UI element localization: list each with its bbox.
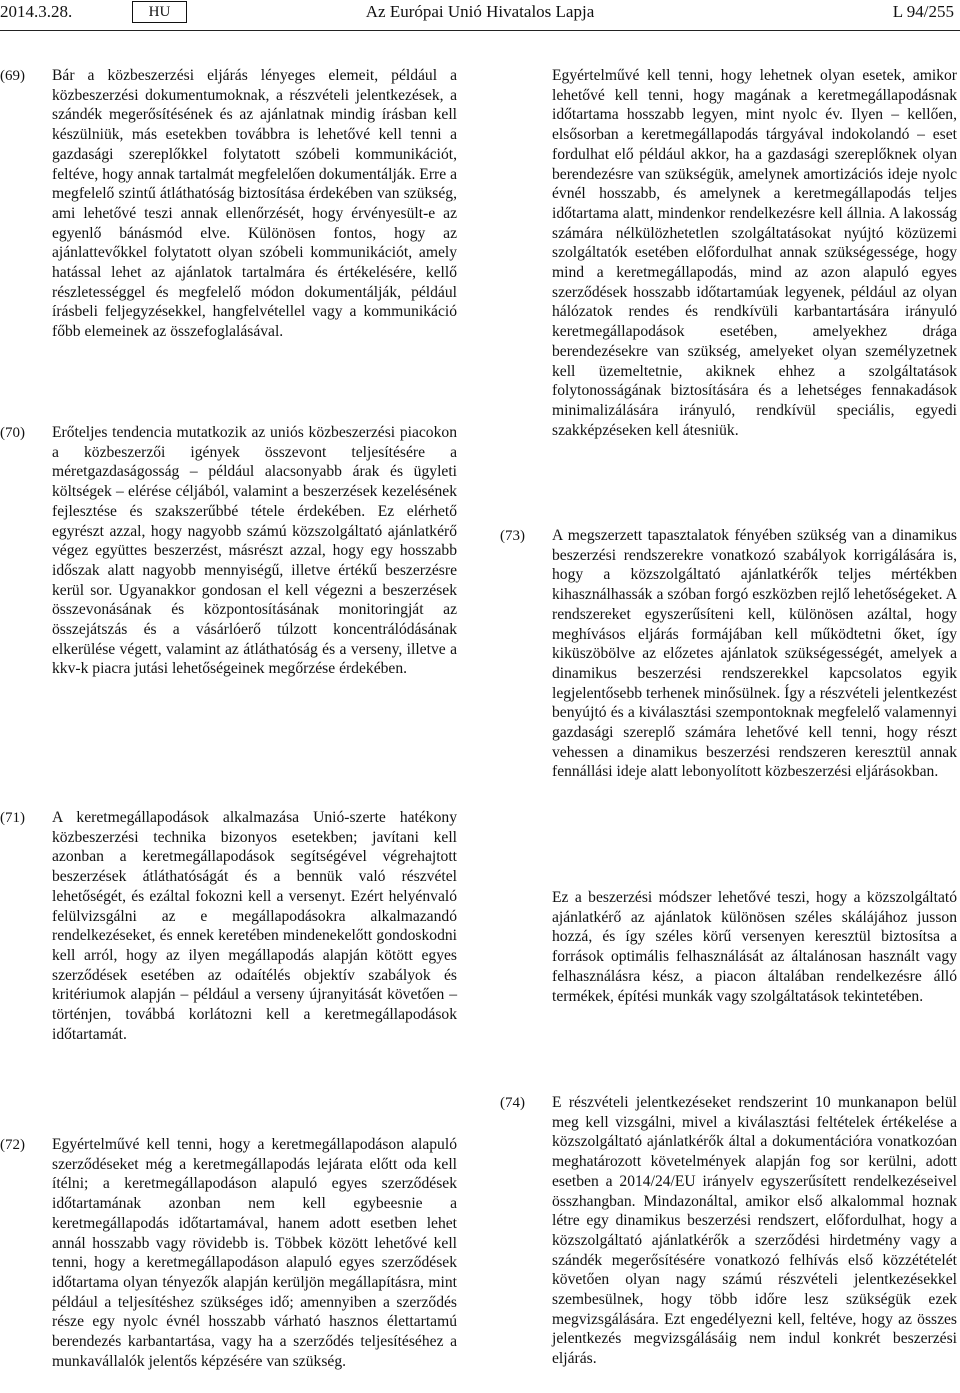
paragraph-72-continued [552,66,957,440]
paragraph-text: Erőteljes tendencia mutatkozik az uniós közbeszerzési piacokon a közbeszerzői igények összevont teljesítésére a méretgazdaságosság – például alacsonyabb árak és ügyleti költségek – elérése céljából, valamint a beszerzések kezelésének fejlesztése és szakszerűbbé tétele érdekében. Ez elérhető egyrészt azzal, hogy nagyobb számú közszolgáltató ajánlatkérő végez együttes beszerzést, másrészt azzal, hogy egy hosszabb időszak alatt nagyobb mennyiségű, illetve értékű beszerzésre kerül sor. Ugyanakkor gondosan el kell végezni a beszerzések összevonásának és központosításának monitoringját az összejátszás és a vásárlóerő túlzott koncentrálódásának elkerülése végett, valamint az átláthatóság és a verseny, illetve a kkv-k piacra jutási lehetőségeinek megőrzése érdekében. [52,424,457,678]
paragraph-number-69: (69) [0,68,25,84]
paragraph-71 [52,808,457,1044]
paragraph-number-72: (72) [0,1137,25,1153]
paragraph-69 [52,66,457,342]
paragraph-73 [552,526,957,782]
paragraph-72 [52,1135,457,1371]
paragraph-text: E részvételi jelentkezéseket rendszerint 10 munkanapon belül meg kell vizsgálni, mivel a kiválasztási feltételek értékelése a közszolgáltató ajánlatkérők által a dokumentációra vonatkozóan meghatározott követelmények alapján fog sor kerülni, adott esetben a 2014/24/EU irányelv egyszerűsített rendelkezéseivel összhangban. Mindazonáltal, amikor első alkalommal hoznak létre egy dinamikus beszerzési rendszert, előfordulhat, hogy a közszolgáltató ajánlatkérők a szerződési hirdetmény vagy a szándék megerősítésére vonatkozó felhívás első közzétételét követően olyan nagy számú részvételi jelentkezésekkel szembesülnek, hogy több időre lesz szükségük ezek megvizsgálására. Ezt engedélyezni kell, feltéve, hogy az összes jelentkezés megvizsgálásáig nem indul konkrét beszerzési eljárás. [552,1094,957,1368]
paragraph-number-74: (74) [500,1095,525,1111]
paragraph-70 [52,423,457,679]
paragraph-74 [552,1093,957,1369]
paragraph-text: Egyértelművé kell tenni, hogy lehetnek olyan esetek, amikor lehetővé kell tenni, hogy magának a keretmegállapodásnak időtartama hosszabb legyen, mint nyolc év. Ilyen – kellően, elsősorban a keretmegállapodás tárgyával indokolandó – eset fordulhat elő például akkor, ha a gazdasági szereplőknek olyan berendezésre van szükségük, amelynek amortizációs ideje nyolc évnél hosszabb, és amelynek a keretmegállapodás teljes időtartama alatt, mindenkor rendelkezésre kell állnia. A lakosság számára nélkülözhetetlen szolgáltatásokat nyújtó közüzemi szolgáltatók esetében előfordulhat annak szükségessége, hogy mind a keretmegállapodás, mind az azon alapuló egyes szerződések hosszabb időtartamúak legyenek, például az olyan hálózatok rendes és rendkívüli karbantartására irányuló keretmegállapodások esetében, amelyekhez drága berendezésekre van szükség, amelyeket olyan személyzetnek kell üzemeltetnie, akiknek ehhez a szolgáltatások folytonosságának biztosítására és a lehetséges fennakadások minimalizálására irányuló, rendkívül speciális, egyedi szakképzéseken kell átesniük. [552,67,957,439]
language-badge: HU [132,1,187,23]
publication-date: 2014.3.28. [0,2,73,21]
paragraph-text: Egyértelművé kell tenni, hogy a keretmegállapodáson alapuló szerződéseket még a keretmegállapodás lejárata előtt oda kell ítélni; a keretmegállapodáson alapuló egyes szerződések időtartamának azonban nem kell egybeesnie a keretmegállapodás időtartamával, hanem adott esetben lehet annál hosszabb vagy rövidebb is. Többek között lehetővé kell tenni, hogy a keretmegállapodáson alapuló egyes szerződések időtartama olyan tényezők alapján kerüljön megállapításra, mint például a teljesítéshez szükséges idő; amennyiben a szerződés része egy nyolc évnél hosszabb várható hasznos élettartamú berendezés karbantartása, vagy ha a szerződés teljesítéséhez a munkavállalók jelentős képzésére van szükség. [52,1136,457,1370]
paragraph-text: Bár a közbeszerzési eljárás lényeges elemeit, például a közbeszerzési dokumentumoknak, a részvételi jelentkezések, a szándék megerősítésének és az ajánlatnak mindig írásban kell készülniük, más esetekben továbbra is lehetővé kell tenni a gazdasági szereplőkkel folytatott szóbeli kommunikációt, feltéve, hogy annak tartalmát megfelelően dokumentálják. Erre a megfelelő szintű átláthatóság biztosítása érdekében van szükség, ami lehetővé teszi annak ellenőrzését, hogy érvényesült-e az egyenlő bánásmód elve. Különösen fontos, hogy az ajánlattevőkkel folytatott olyan szóbeli kommunikációt, amely hatással lehet az ajánlatok tartalmára és értékelésére, kellő részletességgel és megfelelő módon dokumentálják, például írásbeli feljegyzésekkel, hangfelvétellel vagy a kommunikáció főbb elemeinek az összefoglalásával. [52,67,457,341]
journal-title: Az Európai Unió Hivatalos Lapja [365,2,595,21]
page-header [0,0,960,30]
paragraph-number-71: (71) [0,810,25,826]
paragraph-text: A megszerzett tapasztalatok fényében szükség van a dinamikus beszerzési rendszerekre vonatkozó szabályok korrigálására is, hogy a közszolgáltató ajánlatkérők teljes mértékben kihasználhassák a szóban forgó eszközben rejlő lehetőségeket. A rendszereket egyszerűsíteni kell, különösen azáltal, hogy meghívásos eljárás formájában kell működtetni őket, így kiküszöbölve az előzetes ajánlatok szükségességét, amelyek a dinamikus beszerzési rendszerekkel kapcsolatos egyik legjelentősebb terhenek minősülnek. Így a részvételi jelentkezést benyújtó és a kiválasztási szempontoknak megfelelő valamennyi gazdasági szereplő számára lehetővé kell tenni, hogy részt vehessen a dinamikus beszerzési rendszeren keresztül annak fennállási ideje alatt lebonyolított közbeszerzési eljárásokban. [552,527,957,781]
page-reference: L 94/255 [892,2,954,21]
paragraph-text: A keretmegállapodások alkalmazása Unió-szerte hatékony közbeszerzési technika bizonyos esetekben; javítani kell azonban a keretmegállapodások segítségével végrehajtott beszerzések átláthatóságát és a bennük való részvétel lehetőségét, és ezáltal fokozni kell a versenyt. Ezért helyénvaló felülvizsgálni az e megállapodásokra alkalmazandó rendelkezéseket, és ennek keretében mindenekelőtt gondoskodni kell arról, hogy az ilyen megállapodás alapján kötött egyes szerződések esetében az odaítélés objektív szabályok és kritériumok alapján – például a verseny újranyitását követően – történjen, továbbá korlátozni kell a keretmegállapodások időtartamát. [52,809,457,1043]
header-divider [0,30,960,31]
paragraph-73-continued [552,888,957,1006]
paragraph-number-70: (70) [0,425,25,441]
paragraph-number-73: (73) [500,528,525,544]
paragraph-text: Ez a beszerzési módszer lehetővé teszi, hogy a közszolgáltató ajánlatkérő az ajánlatok különösen széles skálájához jusson hozzá, és így széles körű versenyen keresztül biztosítsa a források optimális felhasználását az általánosan használt vagy felhasználásra kész, a piacon általában rendelkezésre álló termékek, építési munkák vagy szolgáltatások tekintetében. [552,889,957,1005]
